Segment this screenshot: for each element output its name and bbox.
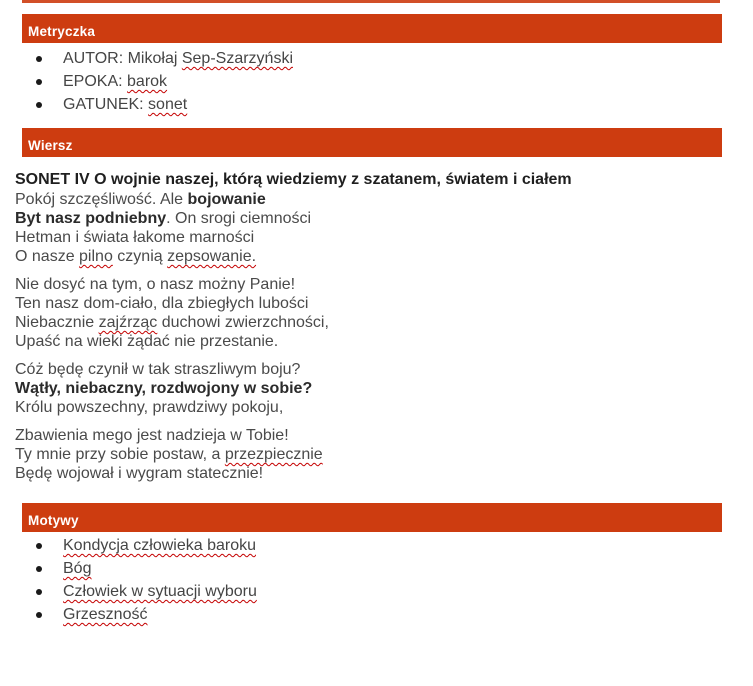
- misspelled-word: Bóg: [63, 560, 92, 577]
- metryczka-list: [0, 50, 753, 114]
- text-segment: Będę wojował i wygram statecznie!: [15, 465, 264, 482]
- poem-line: [15, 332, 753, 351]
- section-header-motywy: [22, 503, 722, 532]
- misspelled-word: Kondycja człowieka baroku: [63, 537, 256, 554]
- text-segment: Cóż będę czynił w tak straszliwym boju?: [15, 361, 301, 378]
- poem-stanza: [15, 190, 753, 266]
- poem-line: [15, 190, 753, 209]
- misspelled-word: zajźrząc: [98, 314, 158, 331]
- misspelled-word: sonet: [148, 96, 188, 113]
- text-segment: Niebacznie: [15, 314, 99, 331]
- misspelled-word: Grzeszność: [63, 606, 148, 623]
- poem-line: [15, 445, 753, 464]
- poem-line: [15, 379, 753, 398]
- text-segment: EPOKA:: [63, 73, 128, 90]
- motywy-list-item: [34, 583, 753, 601]
- text-segment: GATUNEK:: [63, 96, 149, 113]
- text-segment: Hetman i świata łakome marności: [15, 229, 255, 246]
- poem-stanza: [15, 360, 753, 417]
- section-header-metryczka: [22, 14, 722, 43]
- poem-line: [15, 426, 753, 445]
- text-segment: Nie dosyć na tym, o nasz możny Panie!: [15, 276, 296, 293]
- misspelled-word: barok: [127, 73, 168, 90]
- misspelled-word: Sep-Szarzyński: [181, 50, 293, 67]
- text-segment: Ten nasz dom-ciało, dla zbiegłych lubości: [15, 295, 309, 312]
- poem-body: [15, 190, 753, 483]
- poem-title: SONET IV O wojnie naszej, którą wiedziemy z szatanem, światem i ciałem: [15, 171, 572, 188]
- text-segment: Królu powszechny, prawdziwy pokoju,: [15, 399, 284, 416]
- section-title-motywy: Motywy: [28, 512, 79, 528]
- text-segment: Ty mnie przy sobie postaw, a: [15, 446, 225, 463]
- text-segment: Pokój szczęśliwość. Ale: [15, 191, 188, 208]
- poem-line: [15, 464, 753, 483]
- text-segment: . On srogi ciemności: [166, 210, 312, 227]
- text-segment: Zbawienia mego jest nadzieja w Tobie!: [15, 427, 289, 444]
- misspelled-word: pilno: [79, 248, 113, 265]
- text-segment: bojowanie: [187, 191, 266, 208]
- motywy-list: [0, 537, 753, 624]
- motywy-list-item: [34, 537, 753, 555]
- poem-line: [15, 247, 753, 266]
- misspelled-word: Człowiek w sytuacji wyboru: [63, 583, 257, 600]
- text-segment: Upaść na wieki żądać nie przestanie.: [15, 333, 279, 350]
- poem-line: [15, 209, 753, 228]
- poem-stanza: [15, 426, 753, 483]
- misspelled-word: przezpiecznie: [224, 446, 323, 463]
- poem-line: [15, 360, 753, 379]
- metryczka-list-item: [34, 96, 753, 114]
- text-segment: duchowi zwierzchności,: [157, 314, 329, 331]
- metryczka-list-item: [34, 73, 753, 91]
- text-segment: AUTOR: Mikołaj: [63, 50, 182, 67]
- section-title-metryczka: Metryczka: [28, 23, 96, 39]
- poem-line: [15, 275, 753, 294]
- metryczka-list-item: [34, 50, 753, 68]
- poem-line: [15, 313, 753, 332]
- poem-line: [15, 294, 753, 313]
- poem-line: [15, 228, 753, 247]
- poem-stanza: [15, 275, 753, 351]
- text-segment: czynią: [112, 248, 168, 265]
- poem-line: [15, 398, 753, 417]
- text-segment: Wątły, niebaczny, rozdwojony w sobie?: [15, 380, 313, 397]
- text-segment: Byt nasz podniebny: [15, 210, 167, 227]
- motywy-list-item: [34, 606, 753, 624]
- section-header-wiersz: [22, 128, 722, 157]
- section-title-wiersz: Wiersz: [28, 137, 73, 153]
- misspelled-word: zepsowanie.: [167, 248, 257, 265]
- motywy-list-item: [34, 560, 753, 578]
- previous-section-bar-remnant: [22, 0, 720, 3]
- text-segment: O nasze: [15, 248, 80, 265]
